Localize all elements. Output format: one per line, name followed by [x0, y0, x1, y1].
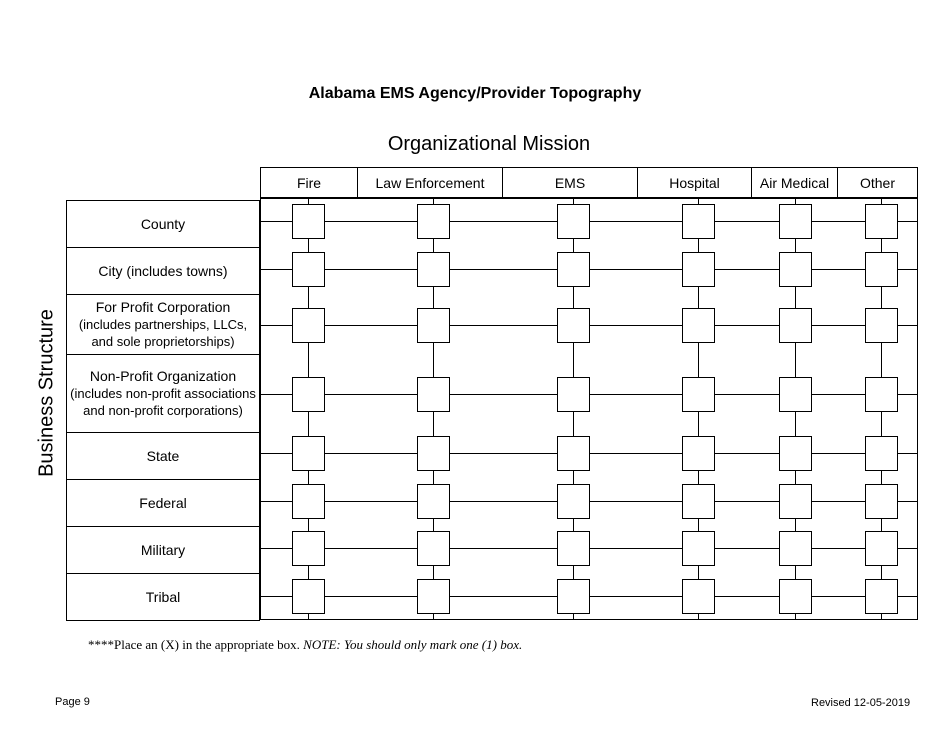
checkbox-tribal-air-medical[interactable] — [779, 579, 812, 614]
checkbox-county-law-enforcement[interactable] — [417, 204, 450, 239]
row-label-military — [66, 526, 260, 574]
instruction-note: NOTE: You should only mark one (1) box. — [303, 637, 523, 652]
column-header-fire: Fire — [260, 167, 358, 198]
checkbox-non-profit-organization-ems[interactable] — [557, 377, 590, 412]
checkbox-county-hospital[interactable] — [682, 204, 715, 239]
row-label-text: Military — [140, 541, 186, 558]
row-label-tribal — [66, 573, 260, 621]
checkbox-federal-other[interactable] — [865, 484, 898, 519]
row-label-subtext: (includes non-profit associations and non-profit corporations) — [70, 386, 256, 418]
column-header-other: Other — [837, 167, 918, 198]
column-header-hospital: Hospital — [637, 167, 752, 198]
column-header-law-enforcement: Law Enforcement — [357, 167, 503, 198]
row-label-text: Non-Profit Organization — [89, 368, 237, 384]
row-label-county — [66, 200, 260, 248]
checkbox-state-air-medical[interactable] — [779, 436, 812, 471]
checkbox-city-includes-towns-other[interactable] — [865, 252, 898, 287]
row-label-text: County — [140, 215, 186, 232]
row-label-text: Federal — [139, 494, 187, 511]
instruction-text: ****Place an (X) in the appropriate box. — [88, 637, 304, 652]
checkbox-tribal-ems[interactable] — [557, 579, 590, 614]
row-label-state — [66, 432, 260, 480]
checkbox-city-includes-towns-fire[interactable] — [292, 252, 325, 287]
checkbox-for-profit-corporation-ems[interactable] — [557, 308, 590, 343]
checkbox-state-other[interactable] — [865, 436, 898, 471]
checkbox-tribal-hospital[interactable] — [682, 579, 715, 614]
checkbox-city-includes-towns-law-enforcement[interactable] — [417, 252, 450, 287]
checkbox-military-law-enforcement[interactable] — [417, 531, 450, 566]
row-label-text: State — [146, 447, 180, 464]
checkbox-military-other[interactable] — [865, 531, 898, 566]
checkbox-military-hospital[interactable] — [682, 531, 715, 566]
row-label-text: For Profit Corporation — [95, 299, 231, 315]
checkbox-state-ems[interactable] — [557, 436, 590, 471]
checkbox-federal-hospital[interactable] — [682, 484, 715, 519]
row-label-text: City (includes towns) — [98, 262, 228, 279]
checkbox-tribal-law-enforcement[interactable] — [417, 579, 450, 614]
checkbox-non-profit-organization-hospital[interactable] — [682, 377, 715, 412]
checkbox-non-profit-organization-other[interactable] — [865, 377, 898, 412]
row-label-for-profit — [66, 294, 260, 355]
revised-date: Revised 12-05-2019 — [811, 697, 911, 709]
checkbox-for-profit-corporation-law-enforcement[interactable] — [417, 308, 450, 343]
checkbox-for-profit-corporation-fire[interactable] — [292, 308, 325, 343]
checkbox-military-fire[interactable] — [292, 531, 325, 566]
checkbox-non-profit-organization-law-enforcement[interactable] — [417, 377, 450, 412]
instructions — [88, 637, 522, 653]
checkbox-military-ems[interactable] — [557, 531, 590, 566]
row-label-text: Tribal — [145, 588, 181, 605]
checkbox-county-ems[interactable] — [557, 204, 590, 239]
checkbox-for-profit-corporation-air-medical[interactable] — [779, 308, 812, 343]
checkbox-state-hospital[interactable] — [682, 436, 715, 471]
checkbox-non-profit-organization-air-medical[interactable] — [779, 377, 812, 412]
checkbox-county-air-medical[interactable] — [779, 204, 812, 239]
column-header-ems: EMS — [502, 167, 638, 198]
checkbox-tribal-fire[interactable] — [292, 579, 325, 614]
row-label-subtext: (includes partnerships, LLCs, and sole proprietorships) — [78, 317, 248, 349]
checkbox-federal-law-enforcement[interactable] — [417, 484, 450, 519]
organizational-mission-title: Organizational Mission — [387, 133, 591, 155]
checkbox-county-fire[interactable] — [292, 204, 325, 239]
row-label-federal — [66, 479, 260, 527]
row-label-non-profit — [66, 354, 260, 433]
checkbox-state-fire[interactable] — [292, 436, 325, 471]
checkbox-military-air-medical[interactable] — [779, 531, 812, 566]
checkbox-city-includes-towns-air-medical[interactable] — [779, 252, 812, 287]
checkbox-federal-fire[interactable] — [292, 484, 325, 519]
checkbox-state-law-enforcement[interactable] — [417, 436, 450, 471]
business-structure-label: Business Structure — [35, 309, 58, 477]
column-header-air-medical: Air Medical — [751, 167, 838, 198]
row-label-city — [66, 247, 260, 295]
checkbox-federal-ems[interactable] — [557, 484, 590, 519]
checkbox-county-other[interactable] — [865, 204, 898, 239]
document-title: Alabama EMS Agency/Provider Topography — [308, 85, 642, 102]
checkbox-non-profit-organization-fire[interactable] — [292, 377, 325, 412]
checkbox-city-includes-towns-hospital[interactable] — [682, 252, 715, 287]
page-number: Page 9 — [55, 696, 90, 708]
checkbox-for-profit-corporation-hospital[interactable] — [682, 308, 715, 343]
checkbox-for-profit-corporation-other[interactable] — [865, 308, 898, 343]
checkbox-federal-air-medical[interactable] — [779, 484, 812, 519]
checkbox-tribal-other[interactable] — [865, 579, 898, 614]
checkbox-city-includes-towns-ems[interactable] — [557, 252, 590, 287]
